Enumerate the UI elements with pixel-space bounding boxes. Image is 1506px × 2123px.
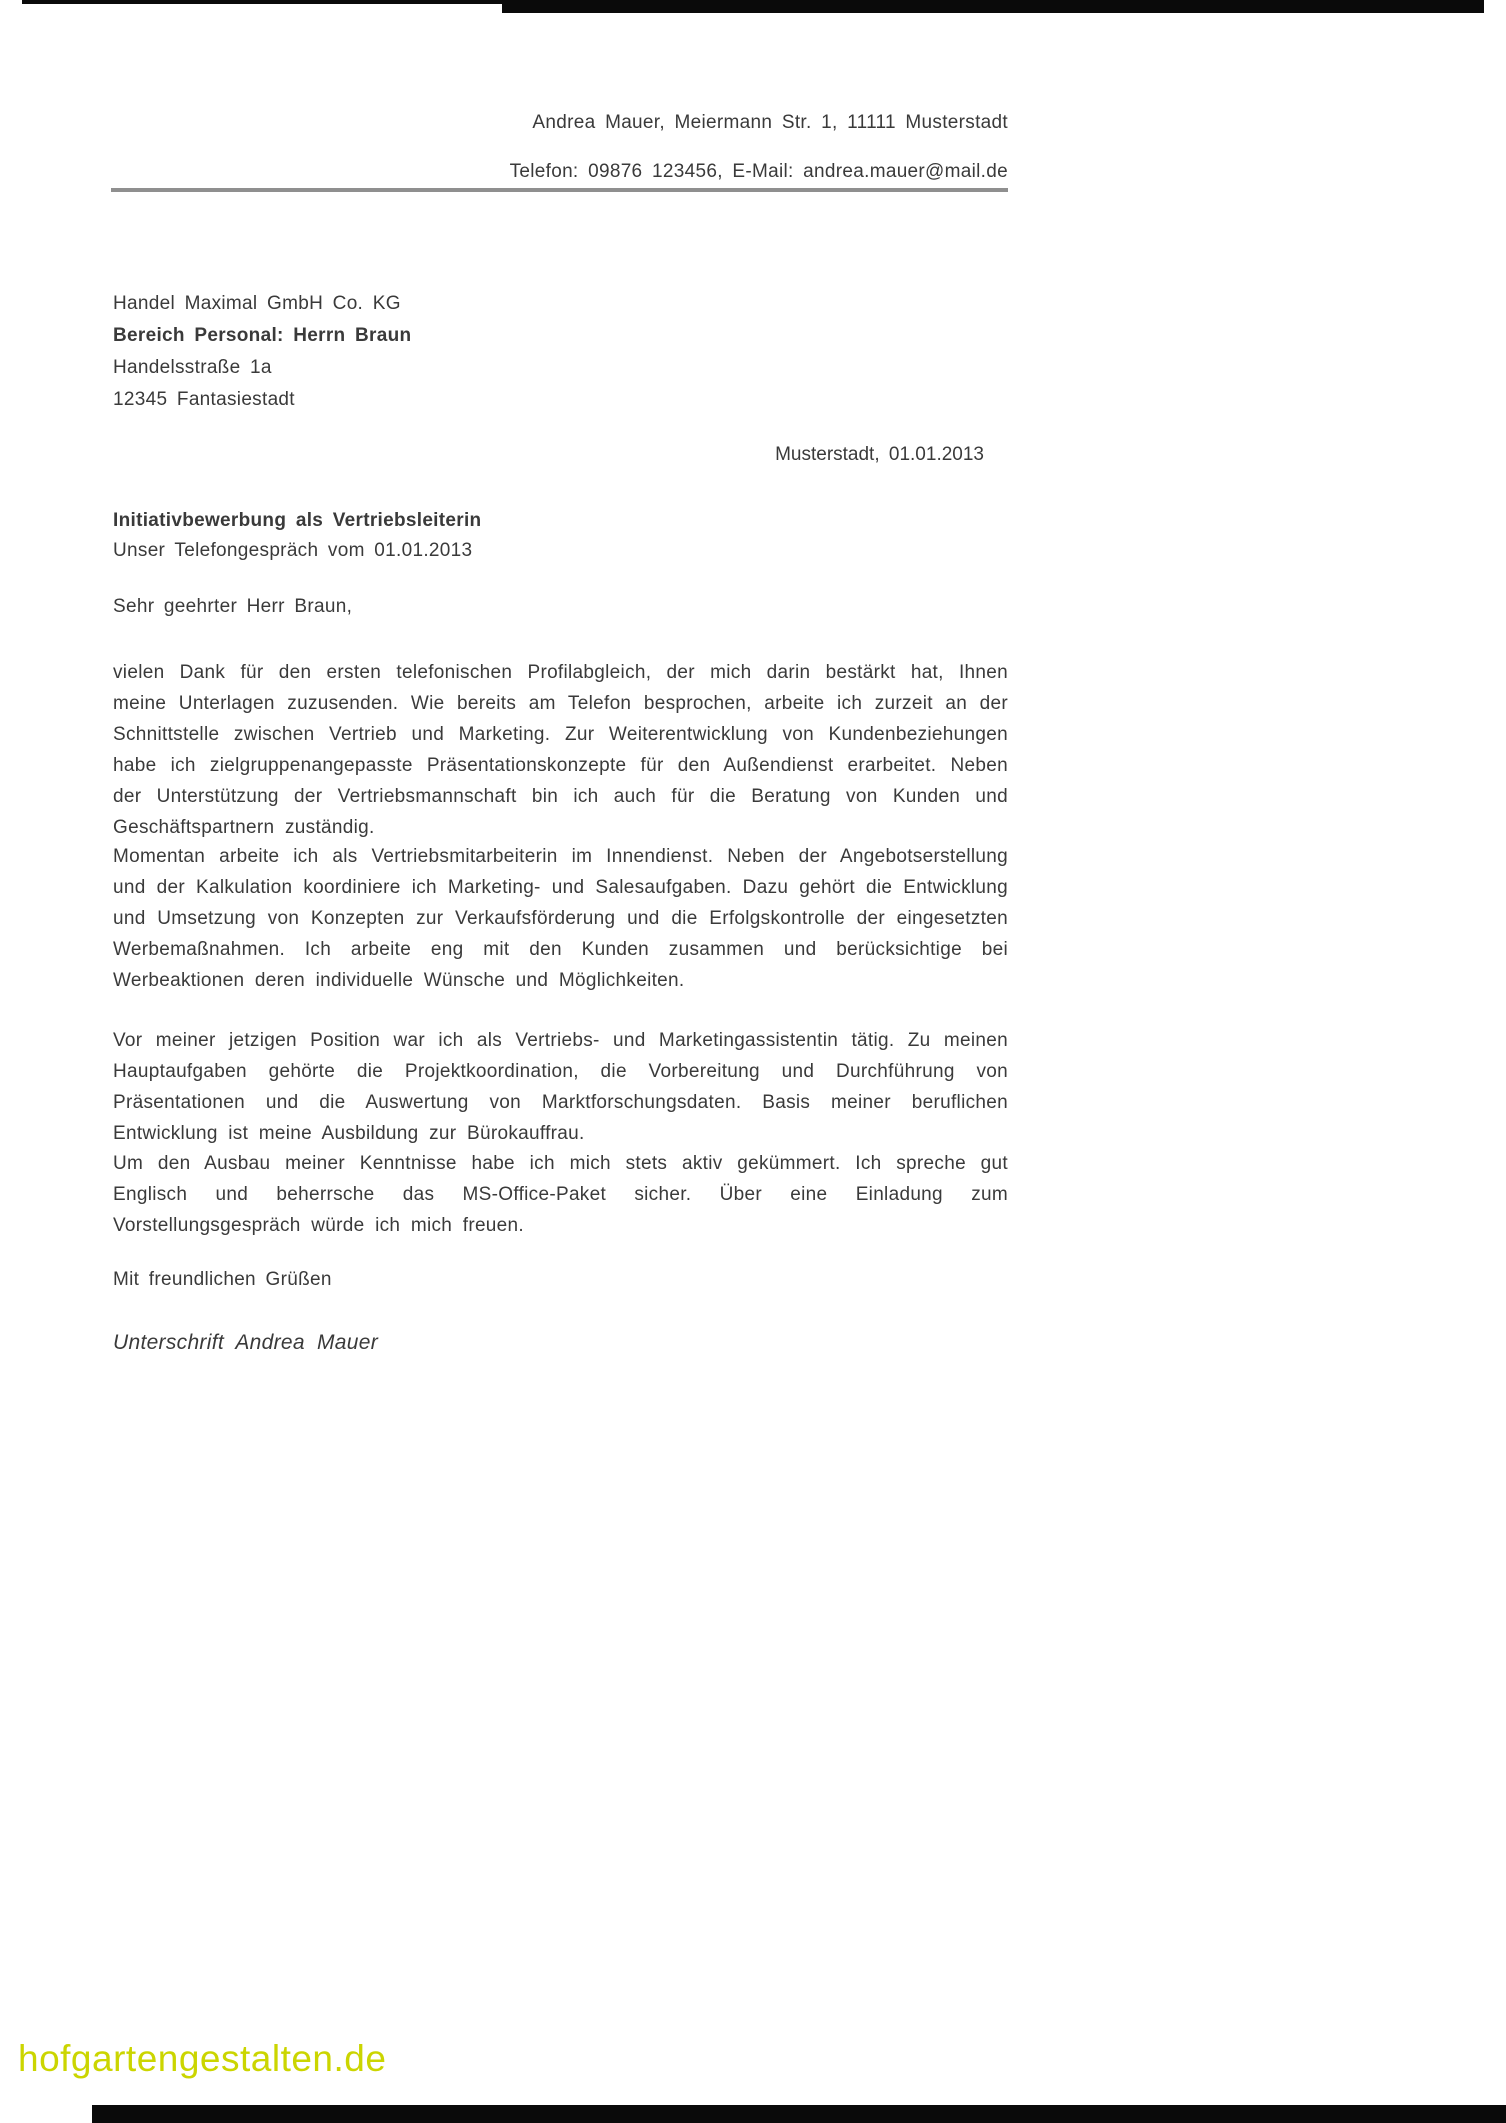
salutation: Sehr geehrter Herr Braun, bbox=[113, 596, 353, 617]
subject-reference: Unser Telefongespräch vom 01.01.2013 bbox=[113, 540, 473, 561]
body-paragraph-4: Um den Ausbau meiner Kenntnisse habe ich mich stets aktiv gekümmert. Ich spreche gut Englisch und beherrsche das MS-Office-Paket sicher. Über eine Einladung zum Vorstellungsgespräch würde ich mich freuen. bbox=[113, 1153, 1008, 1236]
recipient-street: Handelsstraße 1a bbox=[113, 357, 272, 378]
body-paragraph-2: Momentan arbeite ich als Vertriebsmitarbeiterin im Innendienst. Neben der Angebotserstellung und der Kalkulation koordiniere ich Marketing- und Salesaufgaben. Dazu gehört die Entwicklung und Umsetzung von Konzepten zur Verkaufsförderung und die Erfolgskontrolle der eingesetzten Werbemaßnahmen. Ich arbeite eng mit den Kunden zusammen und berücksichtige bei Werbeaktionen deren individuelle Wünsche und Möglichkeiten. bbox=[113, 846, 1008, 991]
recipient-block bbox=[113, 288, 1008, 416]
recipient-city: 12345 Fantasiestadt bbox=[113, 389, 295, 410]
closing-line: Mit freundlichen Grüßen bbox=[113, 1269, 332, 1290]
header-divider-line bbox=[111, 188, 1008, 192]
recipient-company: Handel Maximal GmbH Co. KG bbox=[113, 293, 401, 314]
body-paragraph-3: Vor meiner jetzigen Position war ich als Vertriebs- und Marketingassistentin tätig. Zu meinen Hauptaufgaben gehörte die Projektkoordination, die Vorbereitung und Durchführung von Präsentationen und die Auswertung von Marktforschungsdaten. Basis meiner beruflichen Entwicklung ist meine Ausbildung zur Bürokauffrau. bbox=[113, 1030, 1008, 1144]
sender-contact-line: Telefon: 09876 123456, E-Mail: andrea.mauer@mail.de bbox=[509, 161, 1008, 182]
watermark-text: hofgartengestalten.de bbox=[18, 2038, 387, 2079]
subject-block bbox=[113, 506, 1008, 566]
sender-address-line: Andrea Mauer, Meiermann Str. 1, 11111 Musterstadt bbox=[532, 112, 1008, 133]
subject-title: Initiativbewerbung als Vertriebsleiterin bbox=[113, 510, 482, 531]
sender-block bbox=[113, 112, 1008, 183]
recipient-contact: Bereich Personal: Herrn Braun bbox=[113, 325, 412, 346]
scan-artifact-bottom-bar bbox=[92, 2105, 1506, 2123]
date-line: Musterstadt, 01.01.2013 bbox=[775, 444, 984, 465]
signature-line: Unterschrift Andrea Mauer bbox=[113, 1331, 378, 1354]
scan-artifact-top-bar bbox=[502, 0, 1484, 13]
body-paragraph-1: vielen Dank für den ersten telefonischen Profilabgleich, der mich darin bestärkt hat, Ihnen meine Unterlagen zuzusenden. Wie bereits am Telefon besprochen, arbeite ich zurzeit an der Schnittstelle zwischen Vertrieb und Marketing. Zur Weiterentwicklung von Kundenbeziehungen habe ich zielgruppenangepasste Präsentationskonzepte für den Außendienst erarbeitet. Neben der Unterstützung der Vertriebsmannschaft bin ich auch für die Beratung von Kunden und Geschäftspartnern zuständig. bbox=[113, 662, 1008, 838]
